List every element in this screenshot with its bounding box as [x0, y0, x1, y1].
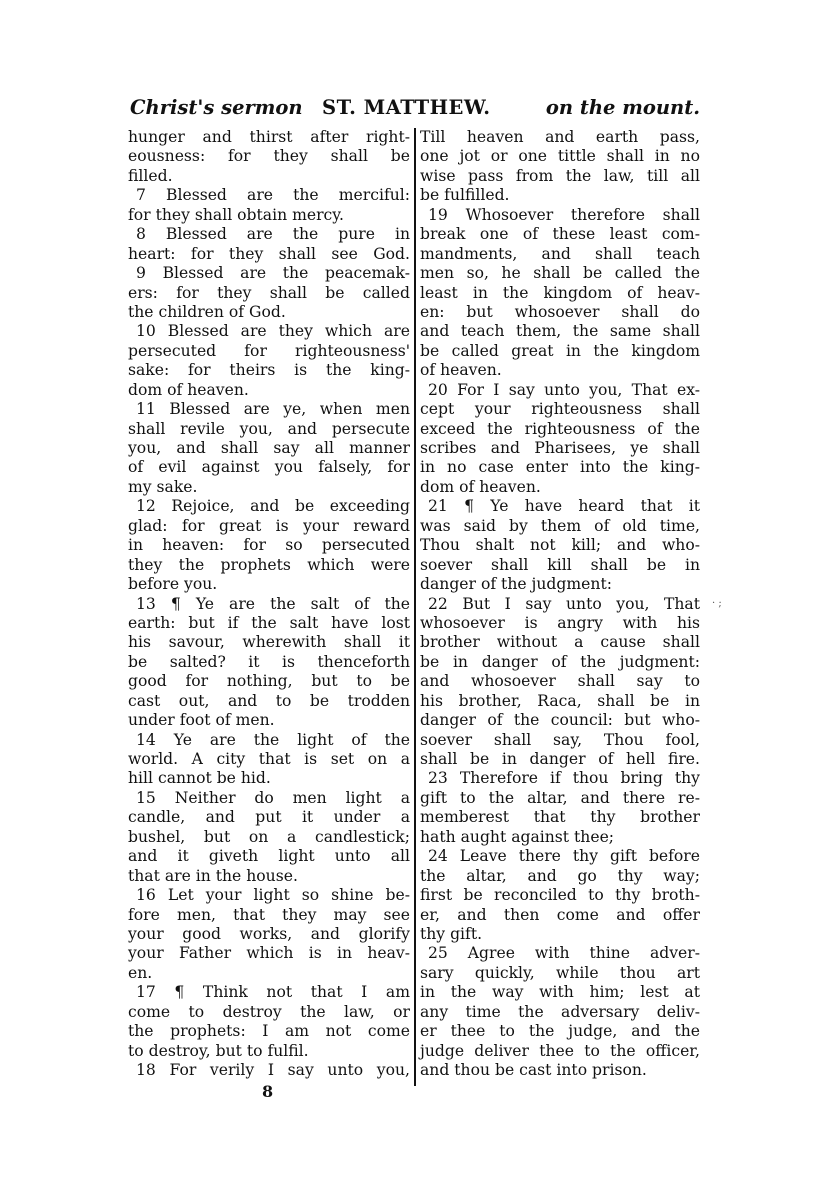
text-line: the prophets: I am not come: [128, 1022, 410, 1041]
text-line: danger of the council: but who-: [420, 711, 700, 730]
text-line: eousness: for they shall be: [128, 147, 410, 166]
text-line: en.: [128, 963, 153, 982]
text-line: 10 Blessed are they which are: [136, 322, 410, 341]
text-line: was said by them of old time,: [420, 516, 700, 535]
text-line: danger of the judgment:: [420, 575, 612, 594]
print-specks: · ;: [712, 598, 722, 609]
text-line: they the prophets which were: [128, 555, 410, 574]
text-line: and teach them, the same shall: [420, 322, 700, 341]
text-line: hunger and thirst after right-: [128, 128, 410, 146]
text-line: 24 Leave there thy gift before: [428, 847, 700, 866]
text-line: 17 ¶ Think not that I am: [136, 983, 410, 1002]
text-line: thy gift.: [420, 924, 483, 943]
text-line: 14 Ye are the light of the: [136, 730, 410, 749]
text-line: my sake.: [128, 477, 198, 496]
text-line: your Father which is in heav-: [128, 944, 410, 963]
text-line: under foot of men.: [128, 711, 275, 730]
header-right-title: on the mount.: [545, 96, 700, 119]
text-line: scribes and Pharisees, ye shall: [420, 439, 700, 457]
text-line: 20 For I say unto you, That ex-: [428, 380, 700, 399]
text-line: 11 Blessed are ye, when men: [136, 400, 410, 419]
text-line: glad: for great is your reward: [128, 516, 410, 535]
text-line: hill cannot be hid.: [128, 769, 271, 788]
text-line: and it giveth light unto all: [128, 847, 410, 866]
header-left-title: Christ's sermon: [130, 96, 303, 119]
text-line: be called great in the kingdom: [420, 341, 700, 360]
text-line: ers: for they shall be called: [128, 283, 410, 302]
text-line: before you.: [128, 575, 218, 594]
text-line: Till heaven and earth pass,: [420, 128, 700, 146]
text-line: bushel, but on a candlestick;: [128, 827, 410, 846]
text-line: and whosoever shall say to: [420, 672, 700, 691]
text-line: 7 Blessed are the merciful:: [136, 186, 410, 205]
text-line: fore men, that they may see: [128, 905, 410, 924]
text-line: sary quickly, while thou art: [420, 963, 700, 982]
text-line: any time the adversary deliv-: [420, 1002, 700, 1021]
column-divider: [414, 128, 416, 1086]
text-line: the altar, and go thy way;: [420, 866, 700, 885]
text-line: of evil against you falsely, for: [128, 458, 410, 477]
text-line: of heaven.: [420, 361, 502, 380]
text-line: and thou be cast into prison.: [420, 1061, 647, 1079]
text-line: 16 Let your light so shine be-: [136, 886, 410, 905]
text-line: en: but whosoever shall do: [420, 302, 700, 321]
text-line: shall be in danger of hell fire.: [420, 750, 700, 768]
text-line: dom of heaven.: [420, 477, 541, 496]
text-line: come to destroy the law, or: [128, 1002, 410, 1021]
text-line: exceed the righteousness of the: [420, 419, 700, 438]
text-line: 13 ¶ Ye are the salt of the: [136, 594, 410, 613]
text-line: world. A city that is set on a: [128, 750, 410, 768]
text-line: 22 But I say unto you, That: [428, 594, 700, 613]
text-line: in no case enter into the king-: [420, 458, 700, 477]
text-line: one jot or one tittle shall in no: [420, 147, 700, 166]
text-line: brother without a cause shall: [420, 633, 700, 652]
text-line: 12 Rejoice, and be exceeding: [136, 497, 410, 516]
text-line: heart: for they shall see God.: [128, 244, 410, 263]
text-line: filled.: [128, 166, 173, 185]
text-line: 19 Whosoever therefore shall: [428, 205, 700, 224]
header-book-title: ST. MATTHEW.: [322, 96, 491, 119]
text-line: wise pass from the law, till all: [420, 166, 700, 185]
text-line: judge deliver thee to the officer,: [420, 1041, 700, 1060]
text-line: cast out, and to be trodden: [128, 691, 410, 710]
text-line: his savour, wherewith shall it: [128, 633, 410, 652]
text-line: earth: but if the salt have lost: [128, 613, 410, 632]
text-line: his brother, Raca, shall be in: [420, 691, 700, 710]
text-line: 18 For verily I say unto you,: [136, 1061, 410, 1079]
text-line: that are in the house.: [128, 866, 298, 885]
text-line: be fulfilled.: [420, 186, 510, 205]
text-line: Thou shalt not kill; and who-: [420, 536, 700, 555]
text-line: in the way with him; lest at: [420, 983, 700, 1002]
right-text-column: [420, 128, 700, 1080]
text-line: good for nothing, but to be: [128, 672, 410, 691]
text-line: to destroy, but to fulfil.: [128, 1041, 309, 1060]
text-line: for they shall obtain mercy.: [128, 205, 344, 224]
text-line: 21 ¶ Ye have heard that it: [428, 497, 700, 516]
left-text-column: [128, 128, 410, 1080]
text-line: 15 Neither do men light a: [136, 788, 410, 807]
text-line: 9 Blessed are the peacemak-: [136, 264, 410, 283]
text-line: 25 Agree with thine adver-: [428, 944, 700, 963]
text-line: be in danger of the judgment:: [420, 652, 700, 671]
text-line: whosoever is angry with his: [420, 613, 700, 632]
text-line: sake: for theirs is the king-: [128, 361, 410, 380]
text-line: cept your righteousness shall: [420, 400, 700, 419]
text-line: memberest that thy brother: [420, 808, 700, 827]
text-line: soever shall say, Thou fool,: [420, 730, 700, 749]
text-line: 23 Therefore if thou bring thy: [428, 769, 700, 788]
text-line: first be reconciled to thy broth-: [420, 886, 700, 905]
text-line: dom of heaven.: [128, 380, 249, 399]
text-line: soever shall kill shall be in: [420, 555, 700, 574]
text-line: least in the kingdom of heav-: [420, 283, 700, 302]
text-line: gift to the altar, and there re-: [420, 788, 700, 807]
text-line: er, and then come and offer: [420, 905, 700, 924]
text-line: break one of these least com-: [420, 225, 700, 244]
text-line: hath aught against thee;: [420, 827, 615, 846]
page-number: 8: [262, 1082, 274, 1101]
text-line: 8 Blessed are the pure in: [136, 225, 410, 244]
text-line: mandments, and shall teach: [420, 244, 700, 263]
text-line: in heaven: for so persecuted: [128, 536, 410, 555]
text-line: persecuted for righteousness': [128, 341, 410, 360]
text-line: the children of God.: [128, 302, 286, 321]
text-line: men so, he shall be called the: [420, 264, 700, 283]
text-line: candle, and put it under a: [128, 808, 410, 827]
text-line: be salted? it is thenceforth: [128, 652, 410, 671]
text-line: er thee to the judge, and the: [420, 1022, 700, 1041]
text-line: your good works, and glorify: [128, 924, 410, 943]
text-line: you, and shall say all manner: [128, 439, 410, 457]
text-line: shall revile you, and persecute: [128, 419, 410, 438]
running-header: [130, 96, 700, 126]
